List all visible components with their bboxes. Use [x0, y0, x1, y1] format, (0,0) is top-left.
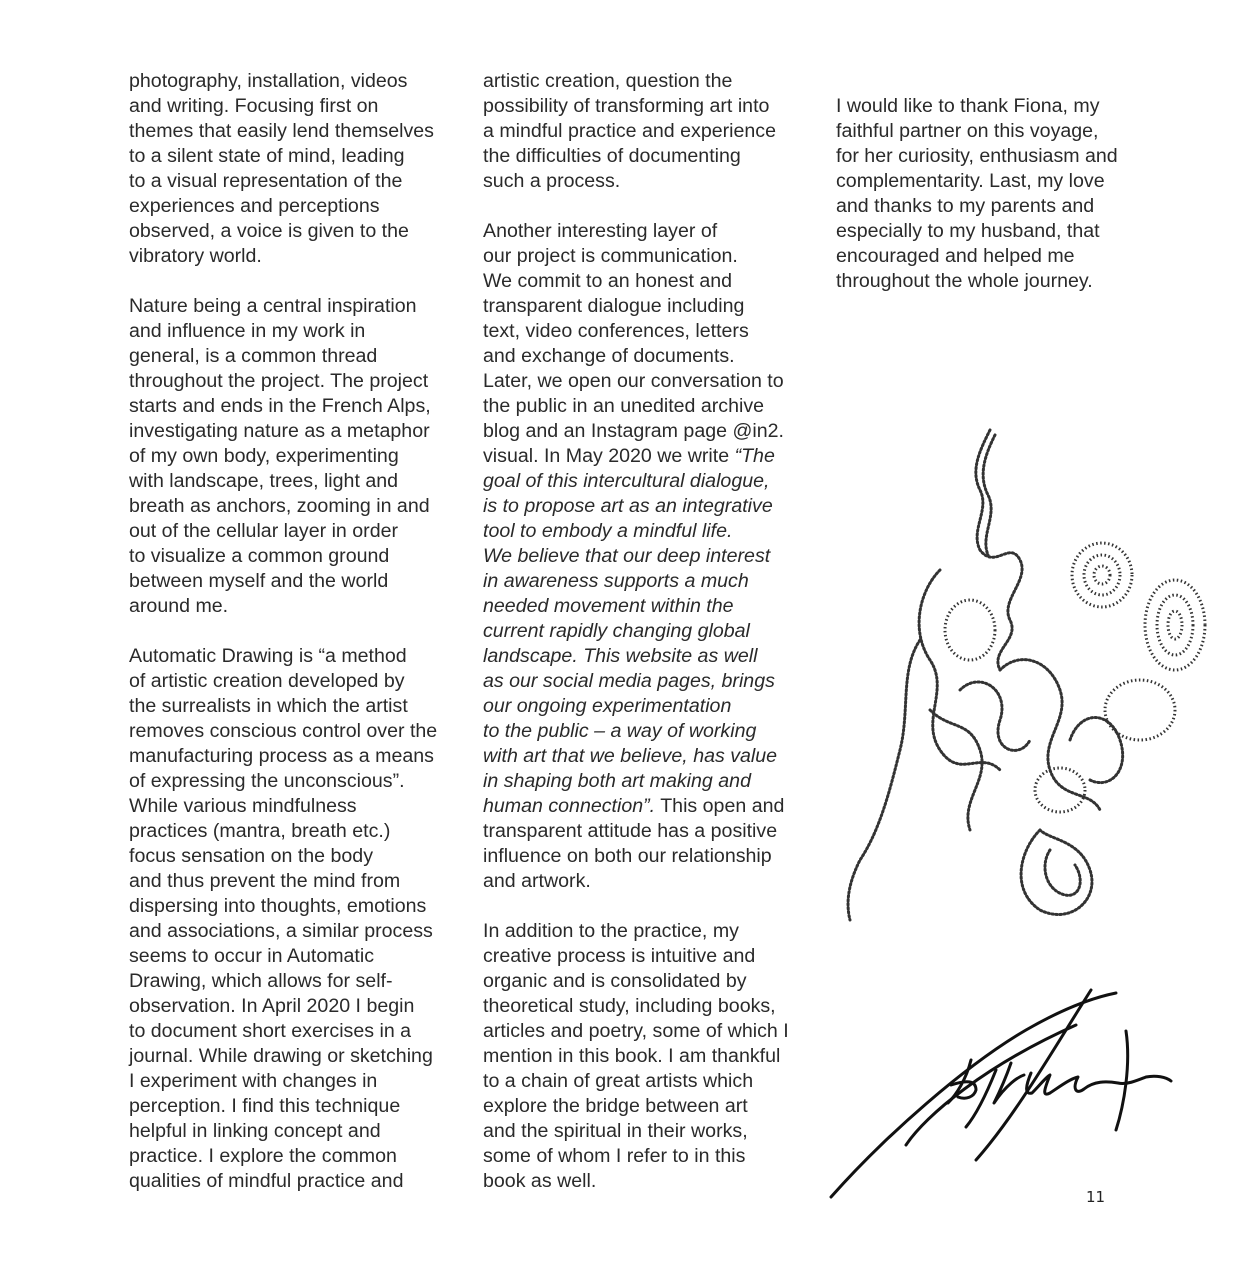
handwritten-signature: [826, 985, 1176, 1205]
text-line: theoretical study, including books,: [483, 995, 776, 1017]
text-line: to visualize a common ground: [129, 545, 390, 567]
text-line: themes that easily lend themselves: [129, 120, 434, 142]
text-line: goal of this intercultural dialogue,: [483, 470, 770, 492]
text-line: seems to occur in Automatic: [129, 945, 375, 967]
text-line: and thus prevent the mind from: [129, 870, 401, 892]
text-line: and thanks to my parents and: [836, 195, 1095, 217]
text-line: transparent dialogue including: [483, 295, 745, 317]
text-line: While various mindfulness: [129, 795, 357, 817]
text-line: landscape. This website as well: [483, 645, 758, 667]
text-line: articles and poetry, some of which I: [483, 1020, 789, 1042]
text-line: for her curiosity, enthusiasm and: [836, 145, 1118, 167]
text-line: perception. I find this technique: [129, 1095, 401, 1117]
text-line: artistic creation, question the: [483, 70, 733, 92]
text-line: removes conscious control over the: [129, 720, 438, 742]
text-line: and artwork.: [483, 870, 591, 892]
text-line: transparent attitude has a positive: [483, 820, 778, 842]
text-column-middle: [483, 69, 823, 1194]
text-line: and associations, a similar process: [129, 920, 433, 942]
text-line: starts and ends in the French Alps,: [129, 395, 431, 417]
text-line: with landscape, trees, light and: [129, 470, 399, 492]
text-line: practice. I explore the common: [129, 1145, 397, 1167]
text-line: the surrealists in which the artist: [129, 695, 408, 717]
text-line: of expressing the unconscious”.: [129, 770, 405, 792]
column-paragraphs: [129, 69, 469, 1194]
text-line: with art that we believe, has value: [483, 745, 778, 767]
text-line: throughout the whole journey.: [836, 270, 1093, 292]
text-line: the difficulties of documenting: [483, 145, 741, 167]
text-line: out of the cellular layer in order: [129, 520, 399, 542]
text-line: around me.: [129, 595, 229, 617]
text-line: current rapidly changing global: [483, 620, 750, 642]
text-line: practices (mantra, breath etc.): [129, 820, 391, 842]
text-line: focus sensation on the body: [129, 845, 374, 867]
text-line: a mindful practice and experience: [483, 120, 776, 142]
text-line: text, video conferences, letters: [483, 320, 749, 342]
text-line: helpful in linking concept and: [129, 1120, 381, 1142]
text-line: such a process.: [483, 170, 621, 192]
text-line: influence on both our relationship: [483, 845, 772, 867]
text-line: Automatic Drawing is “a method: [129, 645, 407, 667]
text-line: blog and an Instagram page @in2.: [483, 420, 784, 442]
text-line: and exchange of documents.: [483, 345, 735, 367]
text-line: vibratory world.: [129, 245, 262, 267]
text-line: and writing. Focusing first on: [129, 95, 379, 117]
text-line: explore the bridge between art: [483, 1095, 748, 1117]
automatic-drawing-illustration: [840, 410, 1220, 940]
text-line: especially to my husband, that: [836, 220, 1100, 242]
page-number: 11: [1086, 1188, 1106, 1206]
text-line: mention in this book. I am thankful: [483, 1045, 781, 1067]
text-line: general, is a common thread: [129, 345, 378, 367]
text-line: I experiment with changes in: [129, 1070, 378, 1092]
text-line: possibility of transforming art into: [483, 95, 770, 117]
text-column-right: [836, 94, 1181, 294]
text-line: Drawing, which allows for self-: [129, 970, 393, 992]
text-line: In addition to the practice, my: [483, 920, 739, 942]
text-line: faithful partner on this voyage,: [836, 120, 1099, 142]
text-line: complementarity. Last, my love: [836, 170, 1105, 192]
paragraph: [129, 294, 469, 619]
text-line: in shaping both art making and: [483, 770, 751, 792]
text-line: of artistic creation developed by: [129, 670, 405, 692]
text-line: is to propose art as an integrative: [483, 495, 773, 517]
text-column-left: [129, 69, 469, 1194]
text-line: of my own body, experimenting: [129, 445, 399, 467]
text-line: to a silent state of mind, leading: [129, 145, 405, 167]
text-line: observation. In April 2020 I begin: [129, 995, 415, 1017]
text-line: Nature being a central inspiration: [129, 295, 417, 317]
text-line: organic and is consolidated by: [483, 970, 747, 992]
text-line: between myself and the world: [129, 570, 389, 592]
text-line: book as well.: [483, 1170, 597, 1192]
text-line: experiences and perceptions: [129, 195, 380, 217]
text-line: journal. While drawing or sketching: [129, 1045, 433, 1067]
text-line: Later, we open our conversation to: [483, 370, 784, 392]
acknowledgement-paragraph: [836, 94, 1181, 294]
text-line: dispersing into thoughts, emotions: [129, 895, 427, 917]
paragraph: [129, 69, 469, 269]
paragraph: [483, 919, 823, 1194]
text-line: to a visual representation of the: [129, 170, 403, 192]
text-line: breath as anchors, zooming in and: [129, 495, 430, 517]
text-line: We believe that our deep interest: [483, 545, 771, 567]
text-line: as our social media pages, brings: [483, 670, 775, 692]
text-line: and influence in my work in: [129, 320, 366, 342]
text-line: tool to embody a mindful life.: [483, 520, 733, 542]
text-line: needed movement within the: [483, 595, 734, 617]
paragraph: [129, 644, 469, 1194]
text-line: We commit to an honest and: [483, 270, 733, 292]
text-line: the public in an unedited archive: [483, 395, 765, 417]
text-line: in awareness supports a much: [483, 570, 749, 592]
text-line: human connection”. This open and: [483, 795, 785, 817]
text-line: encouraged and helped me: [836, 245, 1075, 267]
paragraph: [483, 219, 823, 894]
text-line: I would like to thank Fiona, my: [836, 95, 1100, 117]
text-line: investigating nature as a metaphor: [129, 420, 430, 442]
text-line: manufacturing process as a means: [129, 745, 434, 767]
text-line: to document short exercises in a: [129, 1020, 412, 1042]
text-line: to the public – a way of working: [483, 720, 757, 742]
text-line: our project is communication.: [483, 245, 738, 267]
text-line: photography, installation, videos: [129, 70, 408, 92]
text-line: throughout the project. The project: [129, 370, 429, 392]
text-line: creative process is intuitive and: [483, 945, 756, 967]
text-line: observed, a voice is given to the: [129, 220, 409, 242]
text-line: and the spiritual in their works,: [483, 1120, 748, 1142]
paragraph: [483, 69, 823, 194]
text-line: our ongoing experimentation: [483, 695, 732, 717]
text-line: qualities of mindful practice and: [129, 1170, 404, 1192]
text-line: to a chain of great artists which: [483, 1070, 754, 1092]
text-line: Another interesting layer of: [483, 220, 718, 242]
text-line: visual. In May 2020 we write “The: [483, 445, 775, 467]
text-line: some of whom I refer to in this: [483, 1145, 746, 1167]
